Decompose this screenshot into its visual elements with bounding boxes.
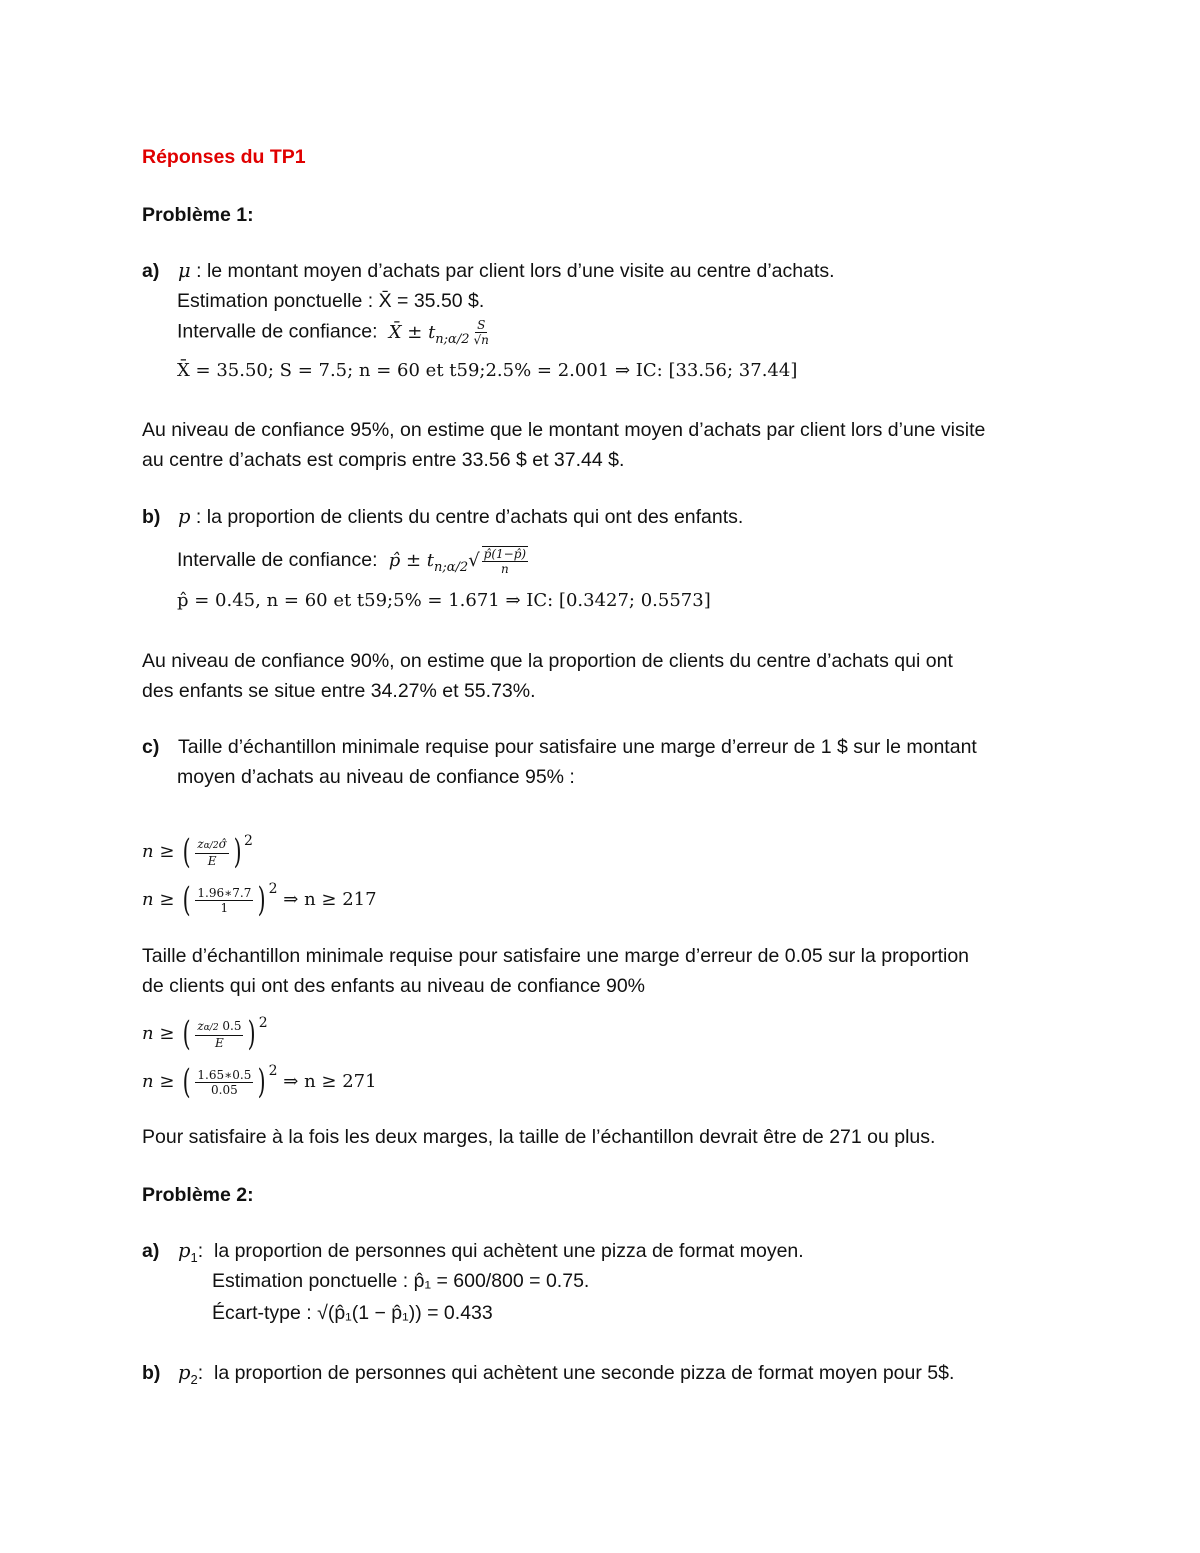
problem-1c-text-1: Taille d’échantillon minimale requise pour satisfaire une marge d’erreur de 1 $ sur le montant — [178, 736, 977, 758]
item-label: a) — [142, 1240, 160, 1262]
problem-2a-estimation: Estimation ponctuelle : p̂₁ = 600/800 = 0.75. — [212, 1270, 590, 1292]
formula-n-mean-general: n ≥ ( $\frac{z\alpha/2\sigmâ}{E}$ ) $^2$ — [142, 832, 253, 872]
result-n-271: ⇒ n ≥ 271 — [283, 1071, 377, 1092]
problem-2-heading: Problème 2: — [142, 1184, 254, 1206]
problem-1c-line-1 — [142, 734, 977, 760]
problem-1b-conclusion-1: Au niveau de confiance 90%, on estime que la proportion de clients du centre d’achats qui ont — [142, 650, 953, 672]
item-label: c) — [142, 736, 160, 758]
problem-1a-values: X̄ = 35.50; S = 7.5; n = 60 et t59;2.5% = 2.001 ⇒ IC: [33.56; 37.44] — [177, 360, 798, 381]
result-n-217: ⇒ n ≥ 217 — [283, 889, 377, 910]
problem-1a-text: : le montant moyen d’achats par client lors d’une visite au centre d’achats. — [196, 260, 835, 282]
problem-1a-line: a) μ : le montant moyen d’achats par client lors d’une visite au centre d’achats. — [142, 259, 835, 282]
problem-1a-interval — [177, 318, 493, 353]
formula-n-mean-numeric: n ≥ ( $\frac{1.96∗7.7}{1}$ ) $^2$ ⇒ n ≥ 217 — [142, 880, 377, 920]
problem-1a-conclusion-1: Au niveau de confiance 95%, on estime que le montant moyen d’achats par client lors d’une visite — [142, 419, 986, 441]
item-label: b) — [142, 1362, 161, 1384]
problem-1-heading: Problème 1: — [142, 204, 254, 226]
item-label: a) — [142, 260, 160, 282]
formula-n-prop-general: n ≥ ( $\frac{z\alpha/2 0.5}{E}$ ) $^2$ — [142, 1014, 268, 1054]
problem-1b-text: : la proportion de clients du centre d’achats qui ont des enfants. — [195, 506, 744, 528]
interval-formula: p̂ ± $t_{n;\alpha/2}√$ $\frac{p̂(1-p̂)}{n}$ — [388, 547, 527, 576]
problem-1b-conclusion-2: des enfants se situe entre 34.27% et 55.73%. — [142, 680, 536, 702]
interval-label: Intervalle de confiance: — [177, 320, 378, 343]
item-label: b) — [142, 506, 161, 528]
problem-1c-text-4: de clients qui ont des enfants au niveau de confiance 90% — [142, 975, 646, 997]
problem-2b-line: b) $p_2$: la proportion de personnes qui achètent une seconde pizza de format moyen pour 5$. — [142, 1361, 955, 1387]
problem-1c-conclusion: Pour satisfaire à la fois les deux marges, la taille de l’échantillon devrait être de 271 ou plus. — [142, 1126, 936, 1148]
interval-formula: X̄ ± $t_{n;\alpha/2}$ $\frac{S}{√n}$ — [388, 318, 489, 347]
problem-1c-text-2: moyen d’achats au niveau de confiance 95% : — [177, 766, 575, 788]
problem-1b-line: b) p : la proportion de clients du centre d’achats qui ont des enfants. — [142, 505, 744, 528]
problem-1a-conclusion-2: au centre d’achats est compris entre 33.56 $ et 37.44 $. — [142, 449, 625, 471]
formula-n-prop-numeric: n ≥ ( $\frac{1.65∗0.5}{0.05}$ ) $^2$ ⇒ n ≥ 271 — [142, 1062, 377, 1102]
problem-1b-values: p̂ = 0.45, n = 60 et t59;5% = 1.671 ⇒ IC: [0.3427; 0.5573] — [177, 590, 711, 611]
interval-label: Intervalle de confiance: — [177, 549, 378, 571]
problem-2a-std: Écart-type : √(p̂₁(1 − p̂₁)) = 0.433 — [212, 1302, 493, 1324]
problem-1c-text-3: Taille d’échantillon minimale requise pour satisfaire une marge d’erreur de 0.05 sur la proportion — [142, 945, 970, 967]
problem-2b-text: la proportion de personnes qui achètent une seconde pizza de format moyen pour 5$. — [213, 1362, 955, 1384]
page-title: Réponses du TP1 — [142, 146, 306, 168]
problem-1b-interval — [177, 546, 530, 581]
problem-1a-estimation: Estimation ponctuelle : X̄ = 35.50 $. — [177, 290, 485, 312]
problem-2a-line: a) $p_1$: la proportion de personnes qui achètent une pizza de format moyen. — [142, 1239, 804, 1265]
problem-2a-text: la proportion de personnes qui achètent une pizza de format moyen. — [213, 1240, 804, 1262]
